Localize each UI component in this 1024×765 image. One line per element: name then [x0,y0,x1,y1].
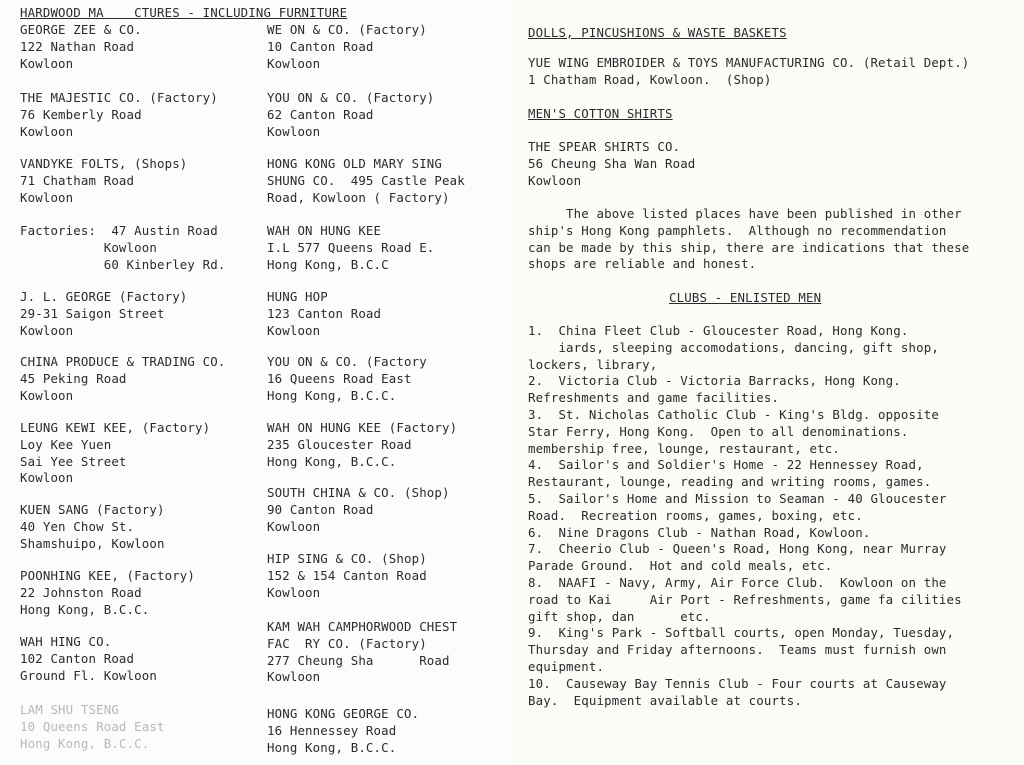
address-line: 22 Johnston Road [20,584,142,600]
address-line: Kowloon [20,239,157,255]
address-line: Hong Kong, B.C.C. [20,601,150,617]
furniture-entry [267,156,465,206]
club-line: 6. Nine Dragons Club - Nathan Road, Kowloon. [528,524,871,540]
club-line: gift shop, dan etc. [528,608,711,624]
furniture-entry [267,485,450,535]
company-name: WAH HING CO. [20,634,112,649]
furniture-entry [20,156,187,206]
shirts-line: 56 Cheung Sha Wan Road [528,155,696,171]
furniture-entry [267,420,457,470]
furniture-entry [20,634,157,684]
club-line: 1. China Fleet Club - Gloucester Road, Hong Kong. [528,323,909,338]
address-line: Hong Kong, B.C.C. [267,739,397,755]
club-line: equipment. [528,658,605,674]
address-line: SHUNG CO. 495 Castle Peak [267,172,465,188]
shirts-line: Kowloon [528,172,582,188]
furniture-entry [267,619,457,686]
club-line: 7. Cheerio Club - Queen's Road, Hong Kong, near Murray [528,541,947,557]
address-line: 152 & 154 Canton Road [267,567,427,583]
furniture-entry [20,420,210,487]
club-line: iards, sleeping accomodations, dancing, gift shop, [528,339,939,355]
address-line: 10 Queens Road East [20,718,165,734]
address-line: 62 Canton Road [267,106,374,122]
right-page [512,0,1024,765]
address-line: Shamshuipo, Kowloon [20,535,165,551]
club-line: lockers, library, [528,356,658,372]
furniture-entry [267,289,381,339]
furniture-entry [20,502,165,552]
address-line: 10 Canton Road [267,38,374,54]
address-line: Ground Fl. Kowloon [20,667,157,683]
address-line: Kowloon [267,518,321,534]
address-line: 45 Peking Road [20,370,127,386]
club-line: 10. Causeway Bay Tennis Club - Four courts at Causeway [528,675,947,691]
address-line: Kowloon [20,470,74,486]
address-line: Kowloon [20,322,74,338]
company-name: Factories: 47 Austin Road [20,223,218,238]
furniture-entry [267,90,434,140]
club-line: Refreshments and game facilities. [528,390,780,406]
furniture-entry [267,551,427,601]
address-line: Kowloon [267,584,321,600]
company-name: YOU ON & CO. (Factory) [267,90,435,105]
furniture-entry [20,354,225,404]
note-line: The above listed places have been published in other [528,206,962,221]
club-line: road to Kai Air Port - Refreshments, game fa cilities [528,591,962,607]
company-name: SOUTH CHINA & CO. (Shop) [267,485,450,500]
address-line: 90 Canton Road [267,501,374,517]
address-line: Kowloon [267,322,321,338]
address-line: Kowloon [267,123,321,139]
company-name: VANDYKE FOLTS, (Shops) [20,156,188,171]
address-line: 76 Kemberly Road [20,106,142,122]
company-name: WAH ON HUNG KEE [267,223,382,238]
furniture-entry [267,354,427,404]
clubs-list [528,323,962,709]
address-line: Kowloon [267,55,321,71]
club-line: Star Ferry, Hong Kong. Open to all denominations. [528,423,909,439]
address-line: 40 Yen Chow St. [20,518,135,534]
shirts-line: THE SPEAR SHIRTS CO. [528,139,681,154]
address-line: FAC RY CO. (Factory) [267,635,427,651]
club-line: Thursday and Friday afternoons. Teams must furnish own [528,642,947,658]
club-line: 9. King's Park - Softball courts, open Monday, Tuesday, [528,625,955,641]
company-name: POONHING KEE, (Factory) [20,568,196,583]
dolls-entry [528,55,969,89]
shirts-entry [528,139,695,189]
address-line: Kowloon [20,123,74,139]
address-line: 277 Cheung Sha Road [267,652,450,668]
club-line: membership free, lounge, restaurant, etc. [528,440,841,456]
address-line: Hong Kong, B.C.C. [267,453,397,469]
club-line: 2. Victoria Club - Victoria Barracks, Hong Kong. [528,373,901,389]
company-name: GEORGE ZEE & CO. [20,22,142,37]
furniture-entry [20,22,142,72]
note-line: shops are reliable and honest. [528,256,757,272]
company-name: THE MAJESTIC CO. (Factory) [20,90,218,105]
club-line: 4. Sailor's and Soldier's Home - 22 Hennessey Road, [528,457,924,473]
furniture-entry [267,22,427,72]
club-line: 8. NAAFI - Navy, Army, Air Force Club. Kowloon on the [528,574,947,590]
club-line: Restaurant, lounge, reading and writing rooms, games. [528,474,932,490]
dolls-heading: DOLLS, PINCUSHIONS & WASTE BASKETS [528,25,787,40]
address-line: Kowloon [20,189,74,205]
company-name: KUEN SANG (Factory) [20,502,165,517]
address-line: Hong Kong, B.C.C. [20,735,150,751]
note-line: ship's Hong Kong pamphlets. Although no recommendation [528,222,947,238]
club-line: Bay. Equipment available at courts. [528,692,802,708]
company-name: CHINA PRODUCE & TRADING CO. [20,354,226,369]
company-name: LEUNG KEWI KEE, (Factory) [20,420,211,435]
furniture-entry [20,90,218,140]
recommendation-note [528,206,969,273]
company-name: HONG KONG GEORGE CO. [267,706,420,721]
dolls-line: 1 Chatham Road, Kowloon. (Shop) [528,71,772,87]
furniture-entry [20,702,165,752]
address-line: 16 Queens Road East [267,370,412,386]
address-line: I.L 577 Queens Road E. [267,239,435,255]
address-line: Kowloon [267,669,321,685]
address-line: 60 Kinberley Rd. [20,256,226,272]
address-line: 71 Chatham Road [20,172,135,188]
furniture-entry [20,223,225,273]
club-line: Parade Ground. Hot and cold meals, etc. [528,558,833,574]
address-line: Loy Kee Yuen [20,436,112,452]
address-line: 16 Hennessey Road [267,722,397,738]
address-line: Hong Kong, B.C.C. [267,387,397,403]
company-name: HIP SING & CO. (Shop) [267,551,427,566]
furniture-entry [267,706,419,756]
address-line: 122 Nathan Road [20,38,135,54]
company-name: WAH ON HUNG KEE (Factory) [267,420,458,435]
clubs-heading: CLUBS - ENLISTED MEN [669,290,822,305]
note-line: can be made by this ship, there are indications that these [528,239,970,255]
address-line: Hong Kong, B.C.C [267,256,389,272]
shirts-heading: MEN'S COTTON SHIRTS [528,106,673,121]
address-line: 123 Canton Road [267,305,382,321]
club-line: Road. Recreation rooms, games, boxing, etc. [528,507,863,523]
company-name: HUNG HOP [267,289,328,304]
club-line: 3. St. Nicholas Catholic Club - King's Bldg. opposite [528,406,939,422]
address-line: Kowloon [20,387,74,403]
company-name: HONG KONG OLD MARY SING [267,156,443,171]
address-line: Kowloon [20,55,74,71]
furniture-entry [267,223,434,273]
address-line: 29-31 Saigon Street [20,305,165,321]
furniture-entry [20,289,187,339]
hardwood-heading: HARDWOOD MA CTURES - INCLUDING FURNITURE [20,5,348,20]
furniture-entry [20,568,195,618]
address-line: Road, Kowloon ( Factory) [267,189,450,205]
club-line: 5. Sailor's Home and Mission to Seaman - 40 Gloucester [528,490,947,506]
company-name: KAM WAH CAMPHORWOOD CHEST [267,619,458,634]
address-line: Sai Yee Street [20,453,127,469]
company-name: J. L. GEORGE (Factory) [20,289,188,304]
company-name: WE ON & CO. (Factory) [267,22,427,37]
address-line: 102 Canton Road [20,650,135,666]
address-line: 235 Gloucester Road [267,436,412,452]
company-name: LAM SHU TSENG [20,702,119,717]
company-name: YOU ON & CO. (Factory [267,354,427,369]
dolls-line: YUE WING EMBROIDER & TOYS MANUFACTURING CO. (Retail Dept.) [528,55,970,70]
